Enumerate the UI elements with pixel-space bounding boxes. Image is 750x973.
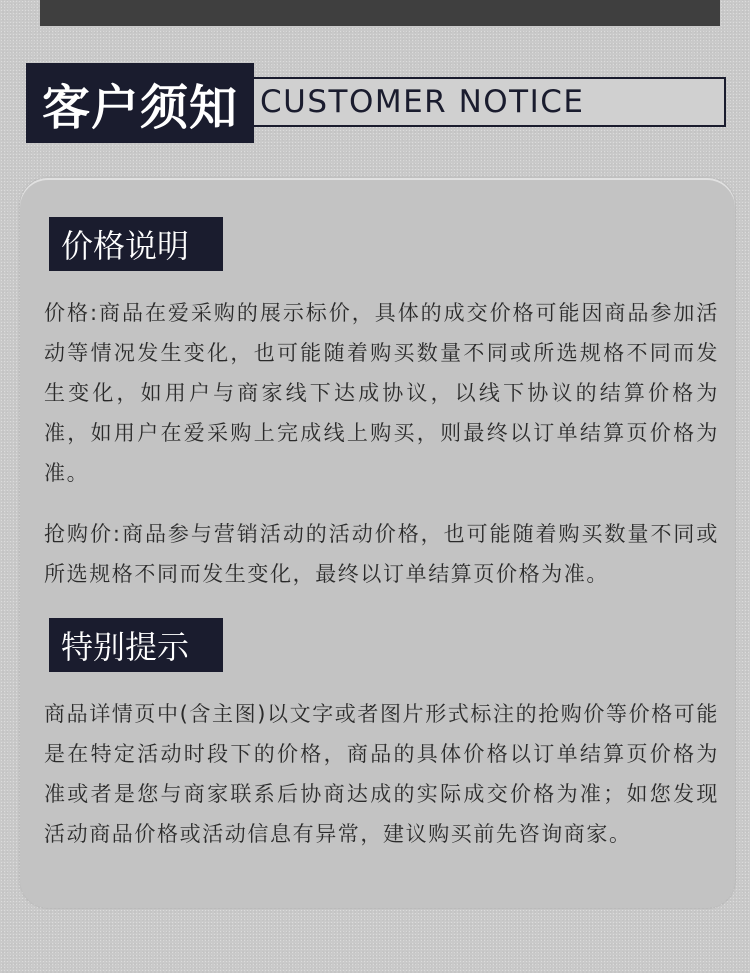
page-title-zh: 客户须知 bbox=[41, 79, 238, 136]
section-heading-special-notice bbox=[49, 618, 223, 672]
section-heading-price-info bbox=[49, 217, 223, 271]
page-title-zh-block bbox=[26, 63, 254, 143]
section-heading-label: 特别提示 bbox=[61, 628, 190, 666]
price-description-paragraph: 价格:商品在爱采购的展示标价，具体的成交价格可能因商品参加活动等情况发生变化，也可能随着购买数量不同或所选规格不同而发生变化，如用户与商家线下达成协议，以线下协议的结算价格为准，如用户在爱采购上完成线上购买，则最终以订单结算页价格为准。 bbox=[44, 301, 719, 485]
special-notice-paragraph: 商品详情页中(含主图)以文字或者图片形式标注的抢购价等价格可能是在特定活动时段下的价格，商品的具体价格以订单结算页价格为准或者是您与商家联系后协商达成的实际成交价格为准；如您发现活动商品价格或活动信息有异常，建议购买前先咨询商家。 bbox=[44, 702, 719, 846]
page-title-en-block bbox=[246, 77, 726, 127]
top-banner-bar bbox=[40, 0, 720, 26]
page-title-en: CUSTOMER NOTICE bbox=[260, 84, 585, 120]
section-heading-label: 价格说明 bbox=[61, 227, 190, 265]
flash-sale-price-paragraph: 抢购价:商品参与营销活动的活动价格，也可能随着购买数量不同或所选规格不同而发生变化，最终以订单结算页价格为准。 bbox=[44, 522, 719, 586]
